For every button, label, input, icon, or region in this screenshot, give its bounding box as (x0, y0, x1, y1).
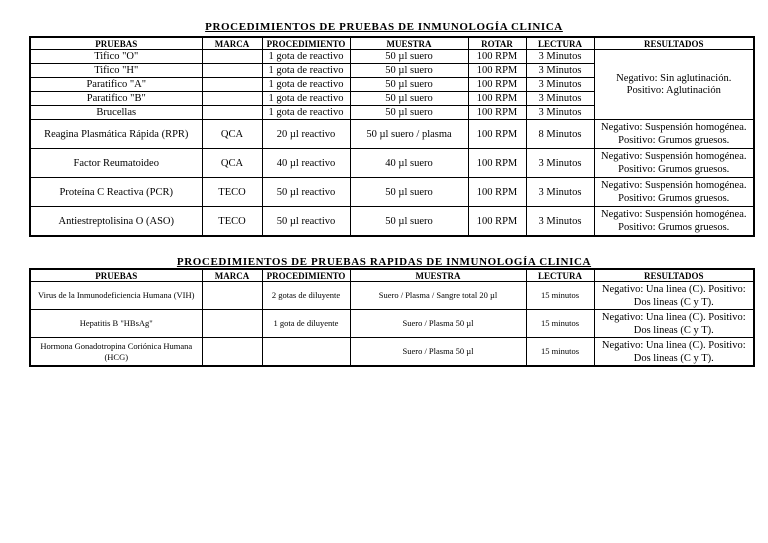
cell-muestra: 50 µl suero / plasma (350, 120, 468, 149)
cell-procedimiento: 1 gota de reactivo (262, 78, 350, 92)
table-header-row (30, 37, 754, 50)
result-negative: Negativo: Suspensión homogénea. (600, 122, 747, 133)
cell-resultado (594, 207, 754, 237)
cell-rotar: 100 RPM (468, 120, 526, 149)
cell-lectura: 3 Minutos (526, 92, 594, 106)
cell-marca: QCA (202, 120, 262, 149)
table-row (30, 149, 754, 178)
cell-prueba: Virus de la Inmunodeficiencia Humana (VIH) (30, 282, 202, 310)
cell-prueba: Tifico "H" (30, 64, 202, 78)
cell-group-result (594, 50, 754, 120)
cell-marca (202, 92, 262, 106)
cell-prueba: Reagina Plasmática Rápida (RPR) (30, 120, 202, 149)
result-negative: Negativo: Una linea (C). Positivo: (601, 339, 746, 351)
result-negative: Negativo: Una linea (C). Positivo: (601, 311, 746, 323)
cell-resultado (594, 120, 754, 149)
header-marca: MARCA (202, 37, 262, 50)
cell-lectura: 15 minutos (526, 310, 594, 338)
cell-muestra: 50 µl suero (350, 178, 468, 207)
cell-muestra: Suero / Plasma / Sangre total 20 µl (350, 282, 526, 310)
section1-title: PROCEDIMIENTOS DE PRUEBAS DE INMUNOLOGÍA CLINICA (205, 21, 563, 33)
cell-rotar: 100 RPM (468, 78, 526, 92)
result-positive: Dos lineas (C y T). (633, 352, 714, 364)
header-muestra: MUESTRA (350, 269, 526, 282)
header-procedimiento: PROCEDIMIENTO (262, 269, 350, 282)
cell-procedimiento: 1 gota de diluyente (262, 310, 350, 338)
cell-procedimiento: 50 µl reactivo (262, 178, 350, 207)
cell-muestra: Suero / Plasma 50 µl (350, 338, 526, 367)
cell-procedimiento: 50 µl reactivo (262, 207, 350, 237)
section2-title: PROCEDIMIENTOS DE PRUEBAS RAPIDAS DE INMUNOLOGÍA CLINICA (176, 256, 592, 268)
header-lectura: LECTURA (526, 269, 594, 282)
result-positive: Dos lineas (C y T). (633, 324, 714, 336)
cell-procedimiento (262, 338, 350, 367)
cell-prueba: Factor Reumatoideo (30, 149, 202, 178)
cell-marca: TECO (202, 178, 262, 207)
cell-lectura: 3 Minutos (526, 178, 594, 207)
cell-prueba: Paratifico "A" (30, 78, 202, 92)
cell-muestra: 50 µl suero (350, 78, 468, 92)
rapid-tests-table (29, 268, 755, 367)
result-negative: Negativo: Suspensión homogénea. (600, 209, 747, 220)
cell-marca: QCA (202, 149, 262, 178)
cell-lectura: 3 Minutos (526, 50, 594, 64)
cell-procedimiento: 1 gota de reactivo (262, 64, 350, 78)
header-resultados: RESULTADOS (594, 37, 754, 50)
result-positive: Positivo: Grumos gruesos. (618, 135, 730, 146)
cell-muestra: Suero / Plasma 50 µl (350, 310, 526, 338)
cell-resultado (594, 310, 754, 338)
cell-marca (202, 106, 262, 120)
table-row (30, 120, 754, 149)
cell-lectura: 15 minutos (526, 338, 594, 367)
result-positive: Positivo: Grumos gruesos. (618, 222, 730, 233)
cell-rotar: 100 RPM (468, 64, 526, 78)
cell-rotar: 100 RPM (468, 207, 526, 237)
cell-lectura: 15 minutos (526, 282, 594, 310)
cell-prueba: Antiestreptolisina O (ASO) (30, 207, 202, 237)
cell-muestra: 50 µl suero (350, 207, 468, 237)
cell-prueba: Proteína C Reactiva (PCR) (30, 178, 202, 207)
cell-muestra: 50 µl suero (350, 50, 468, 64)
result-positive: Positivo: Grumos gruesos. (618, 193, 730, 204)
table-row (30, 207, 754, 237)
cell-rotar: 100 RPM (468, 149, 526, 178)
cell-procedimiento: 40 µl reactivo (262, 149, 350, 178)
cell-lectura: 3 Minutos (526, 207, 594, 237)
cell-marca: TECO (202, 207, 262, 237)
header-rotar: ROTAR (468, 37, 526, 50)
cell-lectura: 8 Minutos (526, 120, 594, 149)
cell-muestra: 40 µl suero (350, 149, 468, 178)
cell-procedimiento: 1 gota de reactivo (262, 106, 350, 120)
cell-prueba: Brucellas (30, 106, 202, 120)
cell-rotar: 100 RPM (468, 50, 526, 64)
cell-marca (202, 338, 262, 367)
table-header-row (30, 269, 754, 282)
header-procedimiento: PROCEDIMIENTO (262, 37, 350, 50)
cell-procedimiento: 1 gota de reactivo (262, 50, 350, 64)
cell-rotar: 100 RPM (468, 106, 526, 120)
result-negative: Negativo: Suspensión homogénea. (600, 180, 747, 191)
cell-resultado (594, 282, 754, 310)
result-positive: Dos lineas (C y T). (633, 296, 714, 308)
cell-muestra: 50 µl suero (350, 64, 468, 78)
cell-procedimiento: 20 µl reactivo (262, 120, 350, 149)
cell-lectura: 3 Minutos (526, 64, 594, 78)
cell-resultado (594, 149, 754, 178)
cell-lectura: 3 Minutos (526, 106, 594, 120)
header-pruebas: PRUEBAS (30, 37, 202, 50)
immunology-procedures-table (29, 36, 755, 237)
header-marca: MARCA (202, 269, 262, 282)
header-pruebas: PRUEBAS (30, 269, 202, 282)
table-row (30, 178, 754, 207)
table-row (30, 282, 754, 310)
header-resultados: RESULTADOS (594, 269, 754, 282)
table-row (30, 338, 754, 367)
cell-lectura: 3 Minutos (526, 78, 594, 92)
cell-procedimiento: 1 gota de reactivo (262, 92, 350, 106)
cell-marca (202, 64, 262, 78)
cell-marca (202, 310, 262, 338)
cell-rotar: 100 RPM (468, 92, 526, 106)
cell-procedimiento: 2 gotas de diluyente (262, 282, 350, 310)
cell-muestra: 50 µl suero (350, 106, 468, 120)
cell-prueba: Hepatitis B "HBsAg" (30, 310, 202, 338)
cell-muestra: 50 µl suero (350, 92, 468, 106)
cell-resultado (594, 178, 754, 207)
cell-marca (202, 78, 262, 92)
result-negative: Negativo: Sin aglutinación. (616, 72, 732, 84)
cell-resultado (594, 338, 754, 367)
result-negative: Negativo: Suspensión homogénea. (600, 151, 747, 162)
table-row (30, 50, 754, 64)
result-negative: Negativo: Una linea (C). Positivo: (601, 283, 746, 295)
result-positive: Positivo: Grumos gruesos. (618, 164, 730, 175)
header-lectura: LECTURA (526, 37, 594, 50)
cell-prueba: Paratifico "B" (30, 92, 202, 106)
cell-prueba: Hormona Gonadotropina Coriónica Humana (HCG) (30, 338, 202, 367)
cell-marca (202, 282, 262, 310)
cell-prueba: Tifico "O" (30, 50, 202, 64)
cell-lectura: 3 Minutos (526, 149, 594, 178)
cell-rotar: 100 RPM (468, 178, 526, 207)
header-muestra: MUESTRA (350, 37, 468, 50)
cell-marca (202, 50, 262, 64)
result-positive: Positivo: Aglutinación (626, 84, 721, 96)
table-row (30, 310, 754, 338)
